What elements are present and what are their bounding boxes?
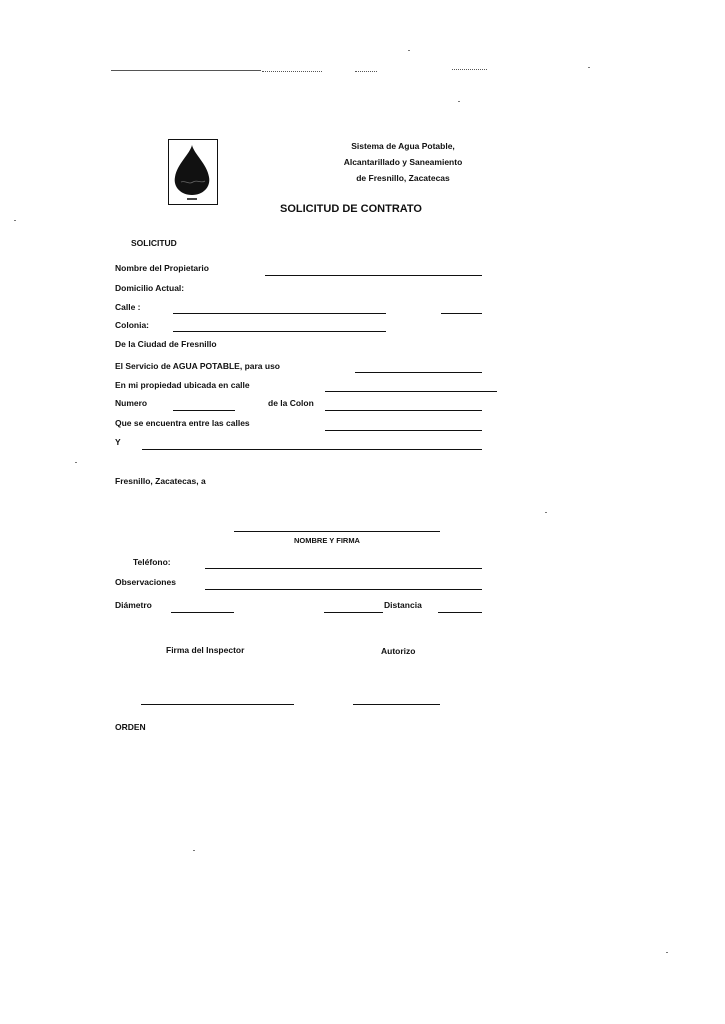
authorized-signature-line[interactable] [353,704,440,705]
number-field[interactable] [173,410,235,411]
property-colony-label: de la Colon [268,398,314,408]
between-streets-label: Que se encuentra entre las calles [115,418,250,428]
street-label: Calle : [115,302,141,312]
colonia-label: Colonia: [115,320,149,330]
number-label: Numero [115,398,148,408]
property-street-label: En mi propiedad ubicada en calle [115,380,250,390]
service-use-field[interactable] [355,372,482,373]
street-field[interactable] [173,313,386,314]
document-title: SOLICITUD DE CONTRATO [280,203,422,215]
street-number-field[interactable] [441,313,482,314]
service-label: El Servicio de AGUA POTABLE, para uso [115,361,280,371]
scan-speck [14,220,16,221]
current-address-label: Domicilio Actual: [115,283,185,293]
property-street-field[interactable] [325,391,497,392]
scan-speck [666,952,668,953]
place-date-label: Fresnillo, Zacatecas, a [115,476,206,486]
section-label: SOLICITUD [131,238,177,248]
scan-artifact-line [452,69,487,70]
scan-artifact-line [355,71,377,72]
name-signature-label: NOMBRE Y FIRMA [294,536,360,545]
observations-field[interactable] [205,589,482,590]
and-label: Y [115,437,121,447]
distance-field[interactable] [438,612,482,613]
org-name-line3: de Fresnillo, Zacatecas [356,173,450,183]
scan-speck [408,50,410,51]
distance-label: Distancia [384,600,422,610]
inspector-signature-line[interactable] [141,704,294,705]
scan-artifact-line [262,71,322,72]
distance-pre-field[interactable] [324,612,383,613]
property-colony-field[interactable] [325,410,482,411]
phone-field[interactable] [205,568,482,569]
scan-speck [458,101,460,102]
scan-speck [75,462,77,463]
city-label: De la Ciudad de Fresnillo [115,339,217,349]
colonia-field[interactable] [173,331,386,332]
between-street-2-field[interactable] [142,449,482,450]
owner-name-field[interactable] [265,275,482,276]
scan-speck [588,67,590,68]
order-label: ORDEN [115,722,146,732]
scan-speck [193,850,195,851]
phone-label: Teléfono: [133,557,171,567]
observations-label: Observaciones [115,577,176,587]
between-street-1-field[interactable] [325,430,482,431]
water-drop-icon [169,140,216,203]
authorized-label: Autorizo [381,646,416,656]
scan-speck [545,512,547,513]
organization-logo [168,139,218,205]
scan-artifact-line [111,70,261,71]
diameter-label: Diámetro [115,600,152,610]
signature-line[interactable] [234,531,440,532]
organization-name [323,138,483,186]
org-name-line1: Sistema de Agua Potable, [351,141,455,151]
diameter-field[interactable] [171,612,234,613]
org-name-line2: Alcantarillado y Saneamiento [343,157,463,167]
inspector-signature-label: Firma del Inspector [166,645,245,655]
owner-name-label: Nombre del Propietario [115,263,209,273]
